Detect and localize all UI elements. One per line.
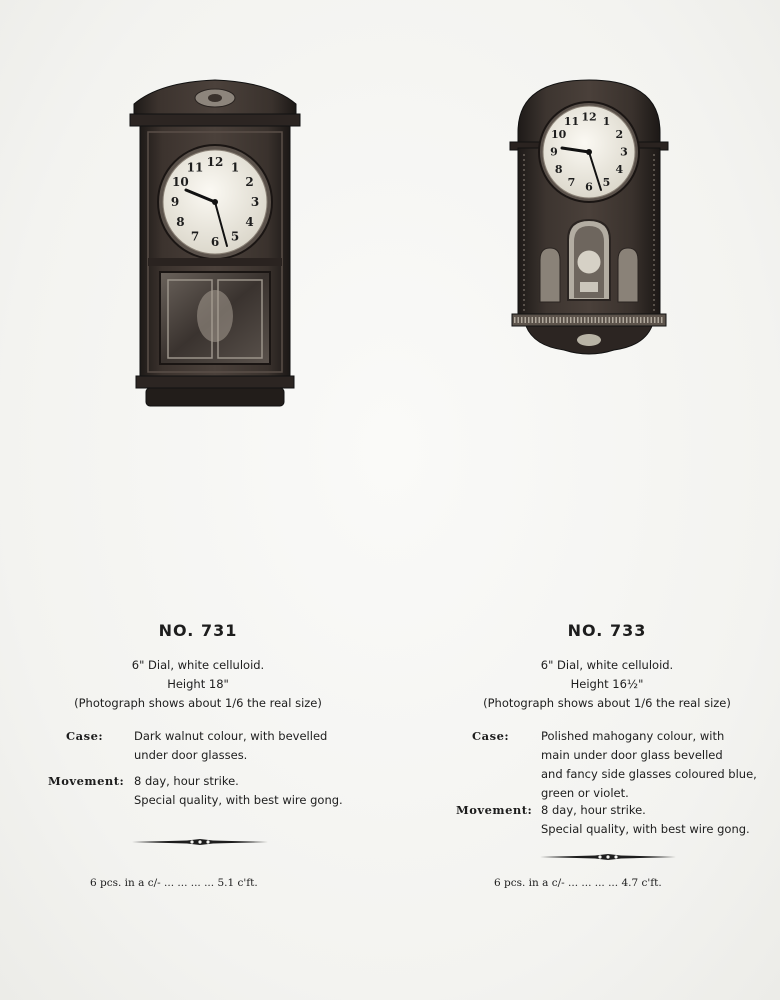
case-label: Case:	[66, 729, 104, 743]
dial-numeral: 10	[551, 128, 567, 141]
model-733-heading	[507, 621, 707, 640]
case-line: Polished mahogany colour, with	[541, 729, 725, 743]
clock-733-photo	[504, 76, 674, 364]
dial-numeral: 10	[172, 175, 189, 189]
dial-numeral: 11	[563, 115, 580, 129]
dial-numeral: 2	[245, 175, 254, 189]
model-731-specs	[0, 727, 390, 817]
dial-numeral: 7	[190, 229, 200, 244]
dial-numeral: 7	[567, 175, 576, 189]
dial-numeral: 5	[230, 229, 240, 244]
ornamental-divider	[540, 851, 676, 863]
dial-numeral: 9	[550, 145, 558, 159]
dial-numeral: 2	[615, 128, 624, 141]
clock-731-photo	[120, 76, 310, 411]
dial-numeral: 9	[170, 195, 180, 209]
model-731-heading	[98, 621, 298, 640]
movement-line: 8 day, hour strike.	[134, 774, 239, 788]
dial-numeral: 1	[230, 160, 240, 175]
height-description: Height 16½"	[570, 677, 644, 691]
model-number: NO. 731	[158, 621, 238, 640]
movement-description	[134, 772, 374, 810]
case-line: green or violet.	[541, 786, 629, 800]
dial-description: 6" Dial, white celluloid.	[540, 658, 674, 672]
movement-line: Special quality, with best wire gong.	[134, 793, 343, 807]
model-733-summary	[457, 656, 757, 713]
dial-numeral: 6	[585, 180, 593, 194]
dial-numeral: 1	[602, 115, 611, 129]
packing-info: 6 pcs. in a c/- ... ... ... ... 5.1 c'ft.	[90, 877, 258, 889]
case-line: under door glasses.	[134, 748, 248, 762]
dial-numeral: 5	[602, 175, 611, 189]
dial-description: 6" Dial, white celluloid.	[131, 658, 265, 672]
dial-numeral: 12	[581, 110, 597, 124]
dial-numeral: 6	[210, 235, 220, 249]
dial-numeral: 8	[176, 215, 185, 229]
photo-note: (Photograph shows about 1/6 the real size)	[483, 696, 731, 710]
dial-numeral: 4	[245, 215, 254, 229]
dial-numeral: 11	[186, 160, 204, 175]
case-line: and fancy side glasses coloured blue,	[541, 767, 757, 781]
case-line: main under door glass bevelled	[541, 748, 723, 762]
model-733-specs	[400, 727, 770, 847]
photo-note: (Photograph shows about 1/6 the real size)	[74, 696, 322, 710]
case-description	[541, 727, 766, 803]
dial-numeral: 8	[554, 163, 563, 176]
movement-description	[541, 801, 766, 839]
dial-numeral: 3	[620, 145, 628, 159]
movement-line: Special quality, with best wire gong.	[541, 822, 750, 836]
case-line: Dark walnut colour, with bevelled	[134, 729, 328, 743]
model-number: NO. 733	[567, 621, 647, 640]
dial-numeral: 3	[250, 195, 260, 209]
movement-label: Movement:	[456, 803, 533, 817]
model-731-summary	[48, 656, 348, 713]
height-description: Height 18"	[167, 677, 229, 691]
dial-numeral: 12	[206, 155, 224, 169]
case-description	[134, 727, 364, 765]
ornamental-divider	[132, 836, 268, 848]
movement-label: Movement:	[48, 774, 125, 788]
dial-numeral: 4	[615, 163, 624, 176]
case-label: Case:	[472, 729, 510, 743]
packing-info: 6 pcs. in a c/- ... ... ... ... 4.7 c'ft.	[494, 877, 662, 889]
movement-line: 8 day, hour strike.	[541, 803, 646, 817]
